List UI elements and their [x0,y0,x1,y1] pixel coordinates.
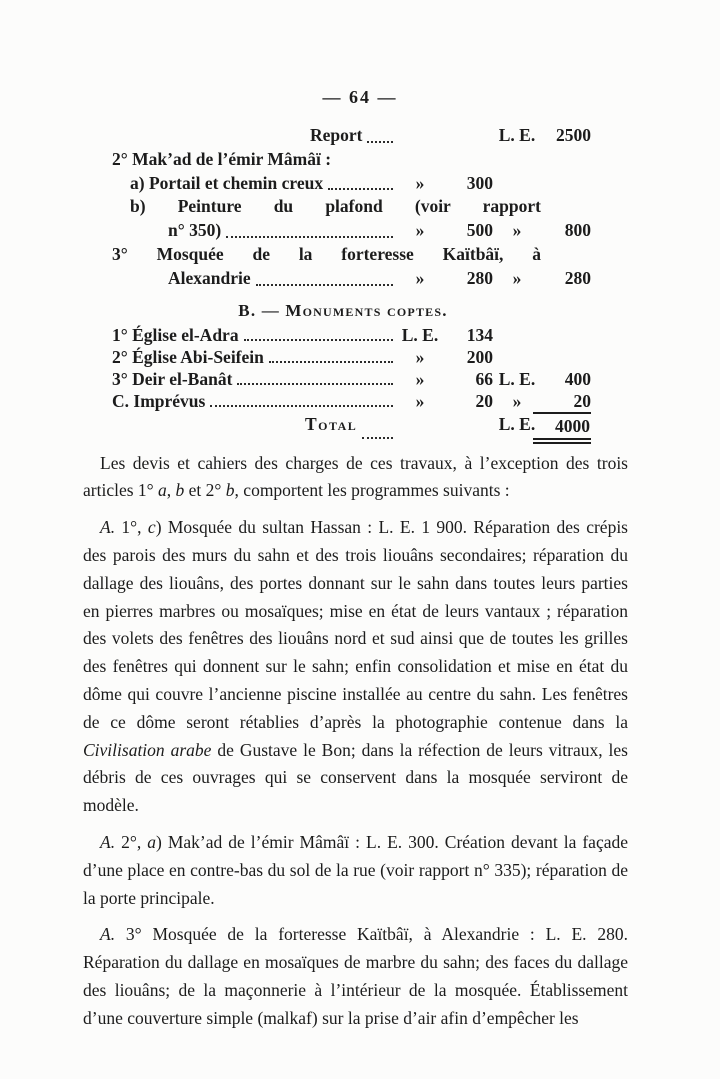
text-run: 2°, [115,831,148,852]
row-label-text: 2° Mak’ad de l’émir Mâmâï : [112,148,332,169]
row-label-text: b) Peinture du plafond (voir rapport [130,196,541,217]
row-label-text: 2° Église Abi-Seifein [112,346,264,367]
row-label [95,324,397,346]
amount-2-cell: 4000 [533,412,591,444]
currency-2-cell: » [512,267,522,288]
amount-2-cell [541,172,591,196]
table-row [95,368,591,390]
amount-2-cell: 280 [564,267,591,288]
amount-2-cell [541,324,591,346]
amount-1-cell [443,124,493,148]
amount-2-cell [541,148,591,172]
row-label-text: Report [310,125,363,145]
amount-1-cell: 20 [475,390,493,411]
italic-text-run: b [175,480,185,501]
dot-leader [328,188,393,190]
currency-2-cell: L. E. [498,368,536,389]
currency-2-cell: L. E. [498,125,536,145]
amount-1-cell: 134 [466,324,493,345]
italic-text-run: a [158,480,167,501]
text-run: 3° Mosquée de la forteresse Kaïtbâï, à Alexandrie : L. E. 280. Réparation du dallage en mosaïques de marbre du sahn; des faces du dallage des liouâns; de la maçonnerie à l’intérieur de la mosquée. Établissement d’une couverture simple (malkaf) sur la prise d’air afin d’empêcher les [83,924,628,1028]
amount-2-cell: 400 [564,368,591,389]
row-label [95,124,397,148]
currency-1-cell: » [415,368,425,389]
amount-2-cell [541,346,591,368]
row-label-text: n° 350) [168,220,222,241]
currency-2-cell [493,172,541,196]
currency-1-cell [397,124,443,148]
italic-text-run: a [147,831,156,852]
row-label [95,219,397,243]
text-run: ) Mosquée du sultan Hassan : L. E. 1 900. Réparation des crépis des parois des murs du sahn et des trois liouâns secondaires; réparation du dallage des liouâns, des portes donnant sur le sahn dans toutes leurs parties en pierres marbres ou mosaïques; mise en état de leurs vantaux ; réparation des volets des fenêtres des liouâns nord et sud ainsi que de toutes les grilles des fenêtres qui donnent sur le sahn; enfin consolidation et mise en état du dôme qui couvre l’ancienne piscine installée au centre du sahn. Les fenêtres de ce dôme seront rétablies d’après la photographie contenue dans la [83,517,628,732]
dot-leader [237,383,393,385]
currency-1-cell [397,148,443,172]
text-run: ) Mak’ad de l’émir Mâmâï : L. E. 300. Création devant la façade d’une place en contre-bas du sol de la rue (voir rapport n° 335); réparation de la porte principale. [83,831,628,908]
text-run: , [166,480,176,501]
dot-leader [226,236,393,238]
text-run: et 2° [184,480,226,501]
amount-1-cell: 280 [466,267,493,288]
currency-1-cell: » [415,172,425,193]
table-row [95,412,591,440]
table-row [95,219,591,243]
table-expenses-coptic-monuments [95,324,591,440]
italic-text-run: b [225,480,235,501]
italic-text-run: c [147,517,156,538]
amount-1-cell: 200 [466,346,493,367]
currency-2-cell [493,346,541,368]
row-label [95,412,397,444]
table-row [95,346,591,368]
currency-1-cell: » [415,220,425,241]
amount-1-cell: 66 [475,368,493,389]
currency-1-cell [397,412,443,444]
dot-leader [362,437,393,439]
italic-text-run: A. [100,924,116,945]
amount-1-cell [443,412,493,444]
dot-leader [367,141,393,143]
italic-text-run: Civilisation arabe [83,739,212,760]
row-label-text: Total [305,413,358,434]
row-label [95,390,397,412]
dot-leader [269,361,393,363]
table-row [95,124,591,148]
currency-2-cell [493,148,541,172]
table-row [95,324,591,346]
row-label-text: C. Imprévus [112,390,206,411]
amount-2-cell: 2500 [556,125,591,145]
amount-1-cell: 300 [466,172,493,193]
dot-leader [244,339,393,341]
amount-1-cell [443,148,493,172]
text-run: de Gustave le Bon; dans la réfection de leurs vitraux, les débris de ces ouvrages qui se conservent dans la mosquée serviront de modèle. [83,739,628,816]
row-label [95,172,397,196]
currency-2-cell [493,324,541,346]
amount-1-cell: 500 [466,220,493,241]
row-label [95,195,541,219]
table-row [95,195,591,219]
row-label-text: Alexandrie [168,267,251,288]
row-label [95,148,397,172]
text-run: Les devis et cahiers des charges de ces travaux, à l’exception des trois articles 1° [83,452,628,501]
row-label [95,243,541,267]
text-run: , comportent les programmes suivants : [234,480,510,501]
row-label-text: 1° Église el-Adra [112,324,239,345]
paragraph [83,829,628,912]
currency-1-cell: » [415,390,425,411]
currency-1-cell: L. E. [401,324,439,345]
text-run: 1°, [115,517,148,538]
row-label-text: 3° Mosquée de la forteresse Kaïtbâï, à [112,243,541,264]
currency-1-cell: » [415,346,425,367]
row-label [95,267,397,291]
paragraph [83,514,628,820]
table-row [95,148,591,172]
table-row [95,243,591,267]
row-label [95,368,397,390]
currency-1-cell: » [415,267,425,288]
dot-leader [210,405,393,407]
currency-2-cell: L. E. [498,413,536,434]
currency-2-cell: » [512,390,522,411]
table-row [95,267,591,291]
italic-text-run: A. [100,517,116,538]
row-label [95,346,397,368]
page-number: — 64 — [322,87,398,107]
row-label-text: a) Portail et chemin creux [130,172,324,193]
paragraph [83,921,628,1032]
body-paragraphs [83,450,628,1033]
table-row [95,172,591,196]
currency-2-cell: » [512,220,522,241]
italic-text-run: A. [100,831,116,852]
amount-2-cell: 800 [564,220,591,241]
section-b-heading: B. — Monuments coptes. [238,300,448,320]
row-label-text: 3° Deir el-Banât [112,368,233,389]
table-expenses-arab-monuments [95,124,591,291]
table-row [95,390,591,412]
amount-2-cell: 20 [573,390,591,411]
dot-leader [256,284,393,286]
paragraph [83,450,628,506]
